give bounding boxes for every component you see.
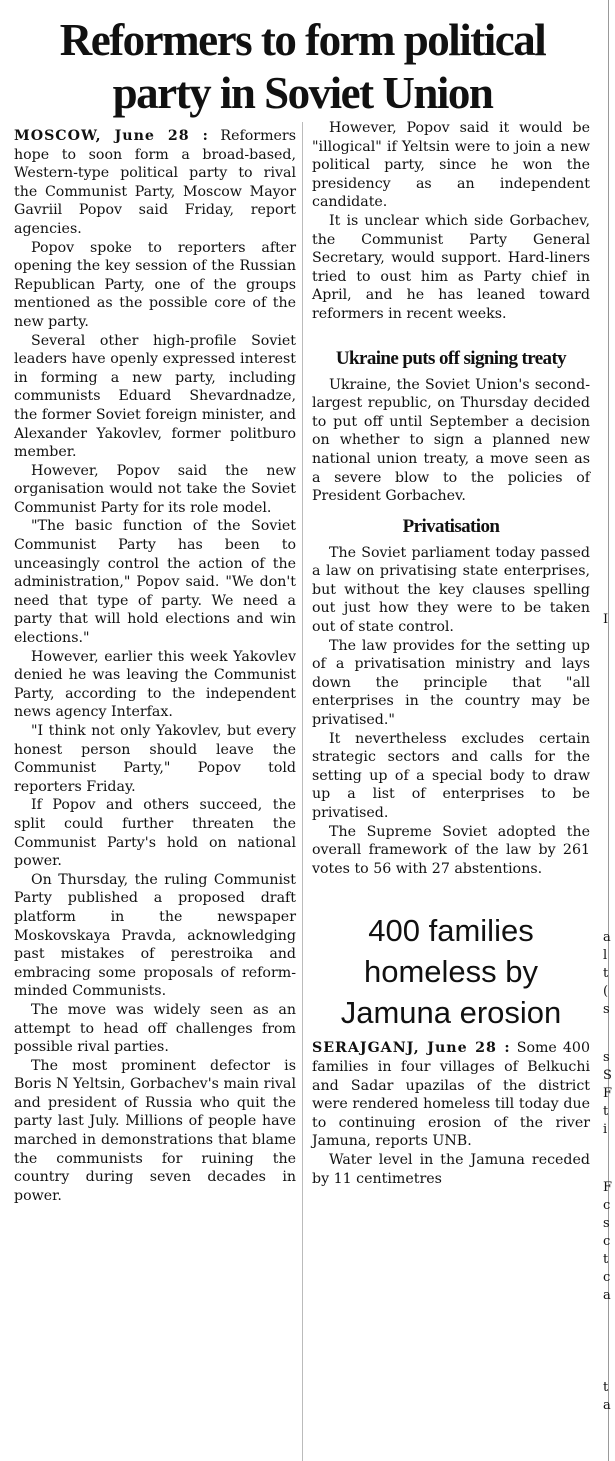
article-paragraph: Several other high-profile Soviet leaders have openly expressed interest in forming a new party, including communists Eduard Shevardnadze, the former Soviet foreign minister, and Alexander Yakovlev, former politburo member. (14, 332, 296, 461)
edge-fragment: a (603, 1398, 611, 1413)
article-paragraph: However, Popov said the new organisation would not take the Soviet Communist Party for its role model. (14, 462, 296, 516)
article-paragraph: "I think not only Yakovlev, but every honest person should leave the Communist Party," Popov told reporters Friday. (14, 723, 296, 795)
dateline-serajganj: SERAJGANJ, June 28 : (312, 1040, 511, 1057)
article-paragraph (312, 1039, 590, 1151)
edge-fragment: t (603, 1252, 609, 1267)
article-paragraph: The Soviet parliament today passed a law on privatising state enterprises, but without the key clauses spelling out just how they were to be taken out of state control. (312, 544, 590, 636)
edge-fragment: F (603, 1180, 613, 1195)
edge-fragment: F (603, 1086, 613, 1101)
edge-fragment: t (603, 1380, 609, 1395)
article-paragraph: If Popov and others succeed, the split could further threaten the Communist Party's hold on national power. (14, 797, 296, 870)
edge-fragment: I (603, 612, 609, 627)
column-rule (302, 122, 303, 1461)
adjacent-page-edge (603, 0, 615, 1461)
article-paragraph: Water level in the Jamuna receded by 11 centimetres (312, 1151, 590, 1187)
article-paragraph: The move was widely seen as an attempt to head off challenges from possible rival parties. (14, 1001, 296, 1056)
headline-reformers: Reformers to form political party in Soviet Union (59, 15, 546, 118)
article-paragraph: On Thursday, the ruling Communist Party published a proposed draft platform in the newspaper Moskovskaya Pravda, acknowledging past mistakes of perestroika and embracing some proposals of reform-minded Communists. (14, 871, 296, 1000)
edge-fragment: l (603, 948, 608, 963)
column-right (312, 119, 590, 1188)
edge-fragment: t (603, 966, 609, 981)
article-paragraph: It is unclear which side Gorbachev, the Communist Party General Secretary, would support. Hard-liners tried to oust him as Party chief in April, and he has leaned toward reformers in recent weeks. (312, 212, 590, 322)
article-paragraph: It nevertheless excludes certain strategic sectors and calls for the setting up of a special body to draw up a list of enterprises to be privatised. (312, 730, 590, 821)
edge-fragment: c (603, 1270, 611, 1285)
edge-fragment: s (603, 1002, 610, 1017)
edge-fragment: ( (603, 984, 609, 999)
edge-fragment: s (603, 1050, 610, 1065)
column-left (14, 127, 296, 1205)
edge-fragment: a (603, 930, 611, 945)
article-paragraph: "The basic function of the Soviet Communist Party has been to unceasingly control the action of the administration," Popov said. "We don't need that type of party. We need a party that will hold elections and win elections." (14, 518, 296, 647)
edge-fragment: t (603, 1104, 609, 1119)
article-paragraph: The law provides for the setting up of a privatisation ministry and lays down the principle that "all enterprises in the country may be privatised." (312, 637, 590, 729)
article-paragraph: Ukraine, the Soviet Union's second-largest republic, on Thursday decided to put off until September a decision on whether to sign a planned new national union treaty, a move seen as a severe blow to the policies of President Gorbachev. (312, 376, 590, 505)
paragraph-text: Some 400 families in four villages of Belkuchi and Sadar upazilas of the district were rendered homeless till today due to continuing erosion of the river Jamuna, reports UNB. (312, 1040, 590, 1150)
edge-fragment: c (603, 1198, 611, 1213)
article-paragraph: However, Popov said it would be "illogical" if Yeltsin were to join a new political party, since he won the presidency as an independent candidate. (312, 120, 590, 211)
headline-ukraine: Ukraine puts off signing treaty (335, 347, 567, 369)
article-paragraph: Popov spoke to reporters after opening the key session of the Russian Republican Party, one of the groups mentioned as the possible core of the new party. (14, 239, 296, 330)
edge-fragment: c (603, 1234, 611, 1249)
article-paragraph (14, 127, 296, 239)
edge-fragment: i (603, 1122, 608, 1137)
edge-fragment: a (603, 1288, 611, 1303)
edge-fragment: s (603, 1216, 610, 1231)
article-paragraph: The most prominent defector is Boris N Yeltsin, Gorbachev's main rival and president of Russia who quit the party last July. Millions of people have marched in demonstrations that blame the communists for ruining the country during seven decades in power. (14, 1057, 296, 1204)
dateline-moscow: MOSCOW, June 28 : (14, 128, 209, 144)
article-paragraph: However, earlier this week Yakovlev denied he was leaving the Communist Party, according to the independent news agency Interfax. (14, 648, 296, 721)
article-paragraph: The Supreme Soviet adopted the overall framework of the law by 261 votes to 56 with 27 abstentions. (312, 823, 590, 877)
edge-fragment: S (603, 1068, 612, 1083)
headline-jamuna: 400 families homeless by Jamuna erosion (340, 913, 562, 1031)
headline-privatisation: Privatisation (402, 515, 500, 537)
paragraph-text: Reformers hope to soon form a broad-based, Western-type political party to rival the Communist Party, Moscow Mayor Gavriil Popov said Friday, report agencies. (14, 128, 296, 237)
